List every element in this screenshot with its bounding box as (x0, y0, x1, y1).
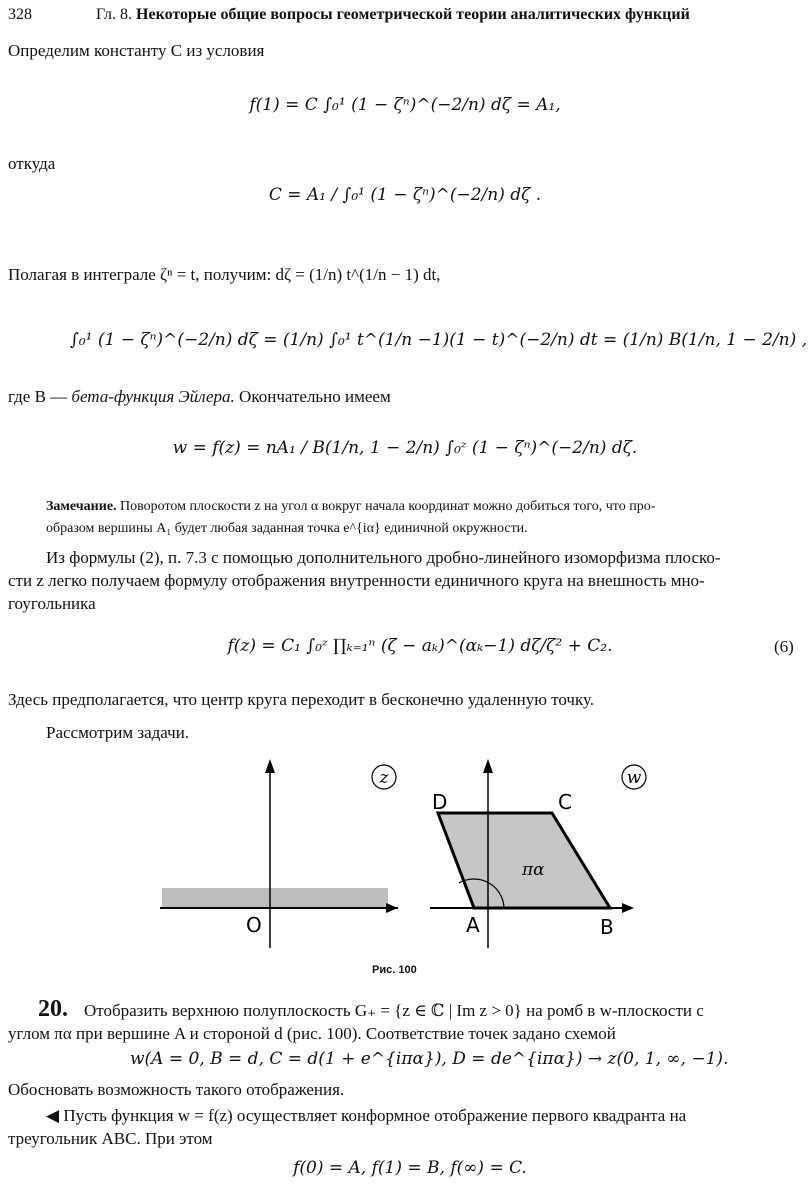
equation-beta: ∫₀¹ (1 − ζⁿ)^(−2/n) dζ = (1/n) ∫₀¹ t^(1/n −1)(1 − t)^(−2/n) dt = (1/n) B(1/n, 1 − 2/n) , (70, 330, 808, 350)
figure-100 (150, 755, 660, 960)
final-equation: f(0) = A, f(1) = B, f(∞) = C. (293, 1158, 527, 1178)
angle-label: πα (522, 860, 545, 880)
correspondence-scheme: w(A = 0, B = d, C = d(1 + e^{iπα}), D = de^{iπα}) → z(0, 1, ∞, −1). (130, 1049, 729, 1069)
remark-line-2: образом вершины A₁ будет любая заданная точка e^{iα} единичной окружности. (46, 521, 528, 536)
solution-line-1: ◀ Пусть функция w = f(z) осуществляет конформное отображение первого квадранта на (46, 1106, 687, 1125)
solution-line-2: треугольник ABC. При этом (8, 1129, 213, 1148)
remark-line-1 (46, 498, 655, 516)
problem-justify: Обосновать возможность такого отображения. (8, 1080, 345, 1099)
equation-C: C = A₁ / ∫₀¹ (1 − ζⁿ)^(−2/n) dζ . (268, 185, 542, 205)
chapter-number: Гл. 8. (96, 6, 133, 23)
text-substitution: Полагая в интеграле ζⁿ = t, получим: dζ = (1/n) t^(1/n − 1) dt, (8, 265, 441, 284)
text-define-constant: Определим константу C из условия (8, 41, 265, 60)
text-where-B (8, 386, 391, 408)
text-consider: Рассмотрим задачи. (46, 723, 190, 742)
text-formula2-line2: сти z легко получаем формулу отображения внутренности единичного круга на внешность мно- (8, 571, 705, 590)
vertex-D-label: D (432, 790, 448, 814)
problem-number-text: 20. (38, 996, 68, 1022)
page-number: 328 (8, 6, 32, 23)
vertex-B-label: B (600, 915, 614, 939)
z-real-axis-arrow (386, 903, 398, 913)
equation-w: w = f(z) = nA₁ / B(1/n, 1 − 2/n) ∫₀ᶻ (1 − ζⁿ)^(−2/n) dζ. (172, 438, 638, 458)
remark-label: Замечание. (46, 499, 117, 514)
figure-caption: Рис. 100 (372, 964, 417, 976)
running-head (96, 6, 690, 24)
where-b-suffix: Окончательно имеем (239, 387, 391, 406)
chapter-title: Некоторые общие вопросы геометрической теории аналитических функций (136, 6, 690, 23)
remark-text-1: Поворотом плоскости z на угол α вокруг начала координат можно добиться того, что про- (120, 499, 656, 514)
w-real-axis-arrow (622, 903, 634, 913)
z-imag-axis-arrow (265, 759, 275, 773)
equation-6: f(z) = C₁ ∫₀ᶻ ∏ₖ₌₁ⁿ (ζ − aₖ)^(αₖ−1) dζ/ζ² + C₂. (227, 636, 613, 656)
beta-function-term: бета-функция Эйлера. (71, 387, 235, 406)
z-plane-label: z (379, 768, 389, 788)
text-formula2-line1: Из формулы (2), п. 7.3 с помощью дополнительного дробно-линейного изоморфизма плоско- (46, 548, 721, 567)
w-plane-label: w (626, 768, 642, 788)
vertex-C-label: C (558, 790, 572, 814)
problem-number (38, 996, 68, 1023)
where-b-prefix: где B — (8, 387, 68, 406)
problem-line-1: Отобразить верхнюю полуплоскость G₊ = {z ∈ ℂ | Im z > 0} на ромб в w-плоскости с (84, 1001, 704, 1020)
vertex-A-label: A (466, 913, 480, 937)
text-assumption: Здесь предполагается, что центр круга переходит в бесконечно удаленную точку. (8, 690, 595, 709)
equation-number: (6) (774, 637, 794, 656)
equation-f1: f(1) = C ∫₀¹ (1 − ζⁿ)^(−2/n) dζ = A₁, (249, 95, 561, 115)
text-formula2-line3: гоугольника (8, 594, 96, 613)
origin-label: O (246, 913, 262, 937)
w-imag-axis-arrow (483, 759, 493, 773)
text-whence: откуда (8, 154, 56, 173)
problem-line-2: углом πα при вершине A и стороной d (рис. 100). Соответствие точек задано схемой (8, 1024, 616, 1043)
upper-half-plane-shading (162, 888, 388, 908)
